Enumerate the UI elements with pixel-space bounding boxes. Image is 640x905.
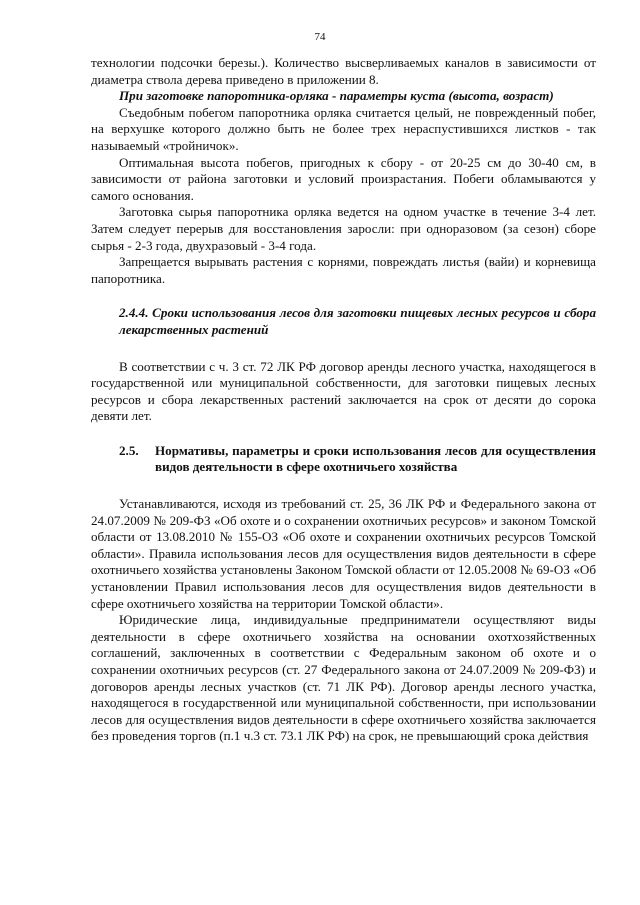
paragraph: технологии подсочки березы.). Количество высверливаемых каналов в зависимости от диаметра ствола дерева приведено в приложении 8. — [91, 55, 596, 87]
section-title: Нормативы, параметры и сроки использования лесов для осуществления видов деятельности в сфере охотничьего хозяйства — [155, 442, 596, 475]
paragraph: Устанавливаются, исходя из требований ст. 25, 36 ЛК РФ и Федерального закона от 24.07.2009 № 209-ФЗ «Об охоте и о сохранении охотничьих ресурсов» и законом Томской области от 13.08.2010 № 155-ОЗ «Об охоте и сохранении охотничьих ресурсов Томской области». Правила использования лесов для осуществления видов деятельности в сфере охотничьего хозяйства установлены Законом Томской области от 12.05.2008 № 69-ОЗ «Об установлении Правил использования лесов для осуществления видов деятельности в сфере охотничьего хозяйства на территории Томской области». — [91, 496, 596, 611]
subheading: При заготовке папоротника-орляка - параметры куста (высота, возраст) — [119, 88, 554, 104]
paragraph: Съедобным побегом папоротника орляка считается целый, не поврежденный побег, на верхушке которого должно быть не более трех нераспустившихся листков - так называемый «тройничок». — [91, 104, 596, 153]
section-heading-2-4-4: 2.4.4. Сроки использования лесов для заготовки пищевых лесных ресурсов и сбора лекарственных растений — [119, 305, 596, 337]
paragraph: Оптимальная высота побегов, пригодных к сбору - от 20-25 см до 30-40 см, в зависимости от района заготовки и условий произрастания. Побеги обламываются у самого основания. — [91, 154, 596, 203]
paragraph: В соответствии с ч. 3 ст. 72 ЛК РФ договор аренды лесного участка, находящегося в государственной или муниципальной собственности, для заготовки пищевых лесных ресурсов и сбора лекарственных растений заключается на срок от десяти до сорока девяти лет. — [91, 358, 596, 424]
document-body — [91, 55, 596, 745]
section-heading-2-5 — [91, 443, 596, 476]
paragraph: Юридические лица, индивидуальные предприниматели осуществляют виды деятельности в сфере охотничьего хозяйства на основании охотхозяйственных соглашений, заключенных в соответствии с Федеральным законом об охоте и о сохранении охотничьих ресурсов (ст. 27 Федерального закона от 24.07.2009 № 209-ФЗ) и договоров аренды лесных участков (ст. 71 ЛК РФ). Договор аренды лесного участка, находящегося в государственной или муниципальной собственности, при использовании лесов для осуществления видов деятельности в сфере охотничьего хозяйства заключается без проведения торгов (п.1 ч.3 ст. 73.1 ЛК РФ) на срок, не превышающий срока действия — [91, 612, 596, 744]
paragraph: Заготовка сырья папоротника орляка ведется на одном участке в течение 3-4 лет. Затем следует перерыв для восстановления заросли: при одноразовом (за сезон) сборе сырья - 2-3 года, двухразовый - 3-4 года. — [91, 204, 596, 253]
paragraph: Запрещается вырывать растения с корнями, повреждать листья (вайи) и корневища папоротника. — [91, 254, 596, 286]
section-number: 2.5. — [119, 442, 139, 458]
page-number: 74 — [314, 31, 326, 43]
